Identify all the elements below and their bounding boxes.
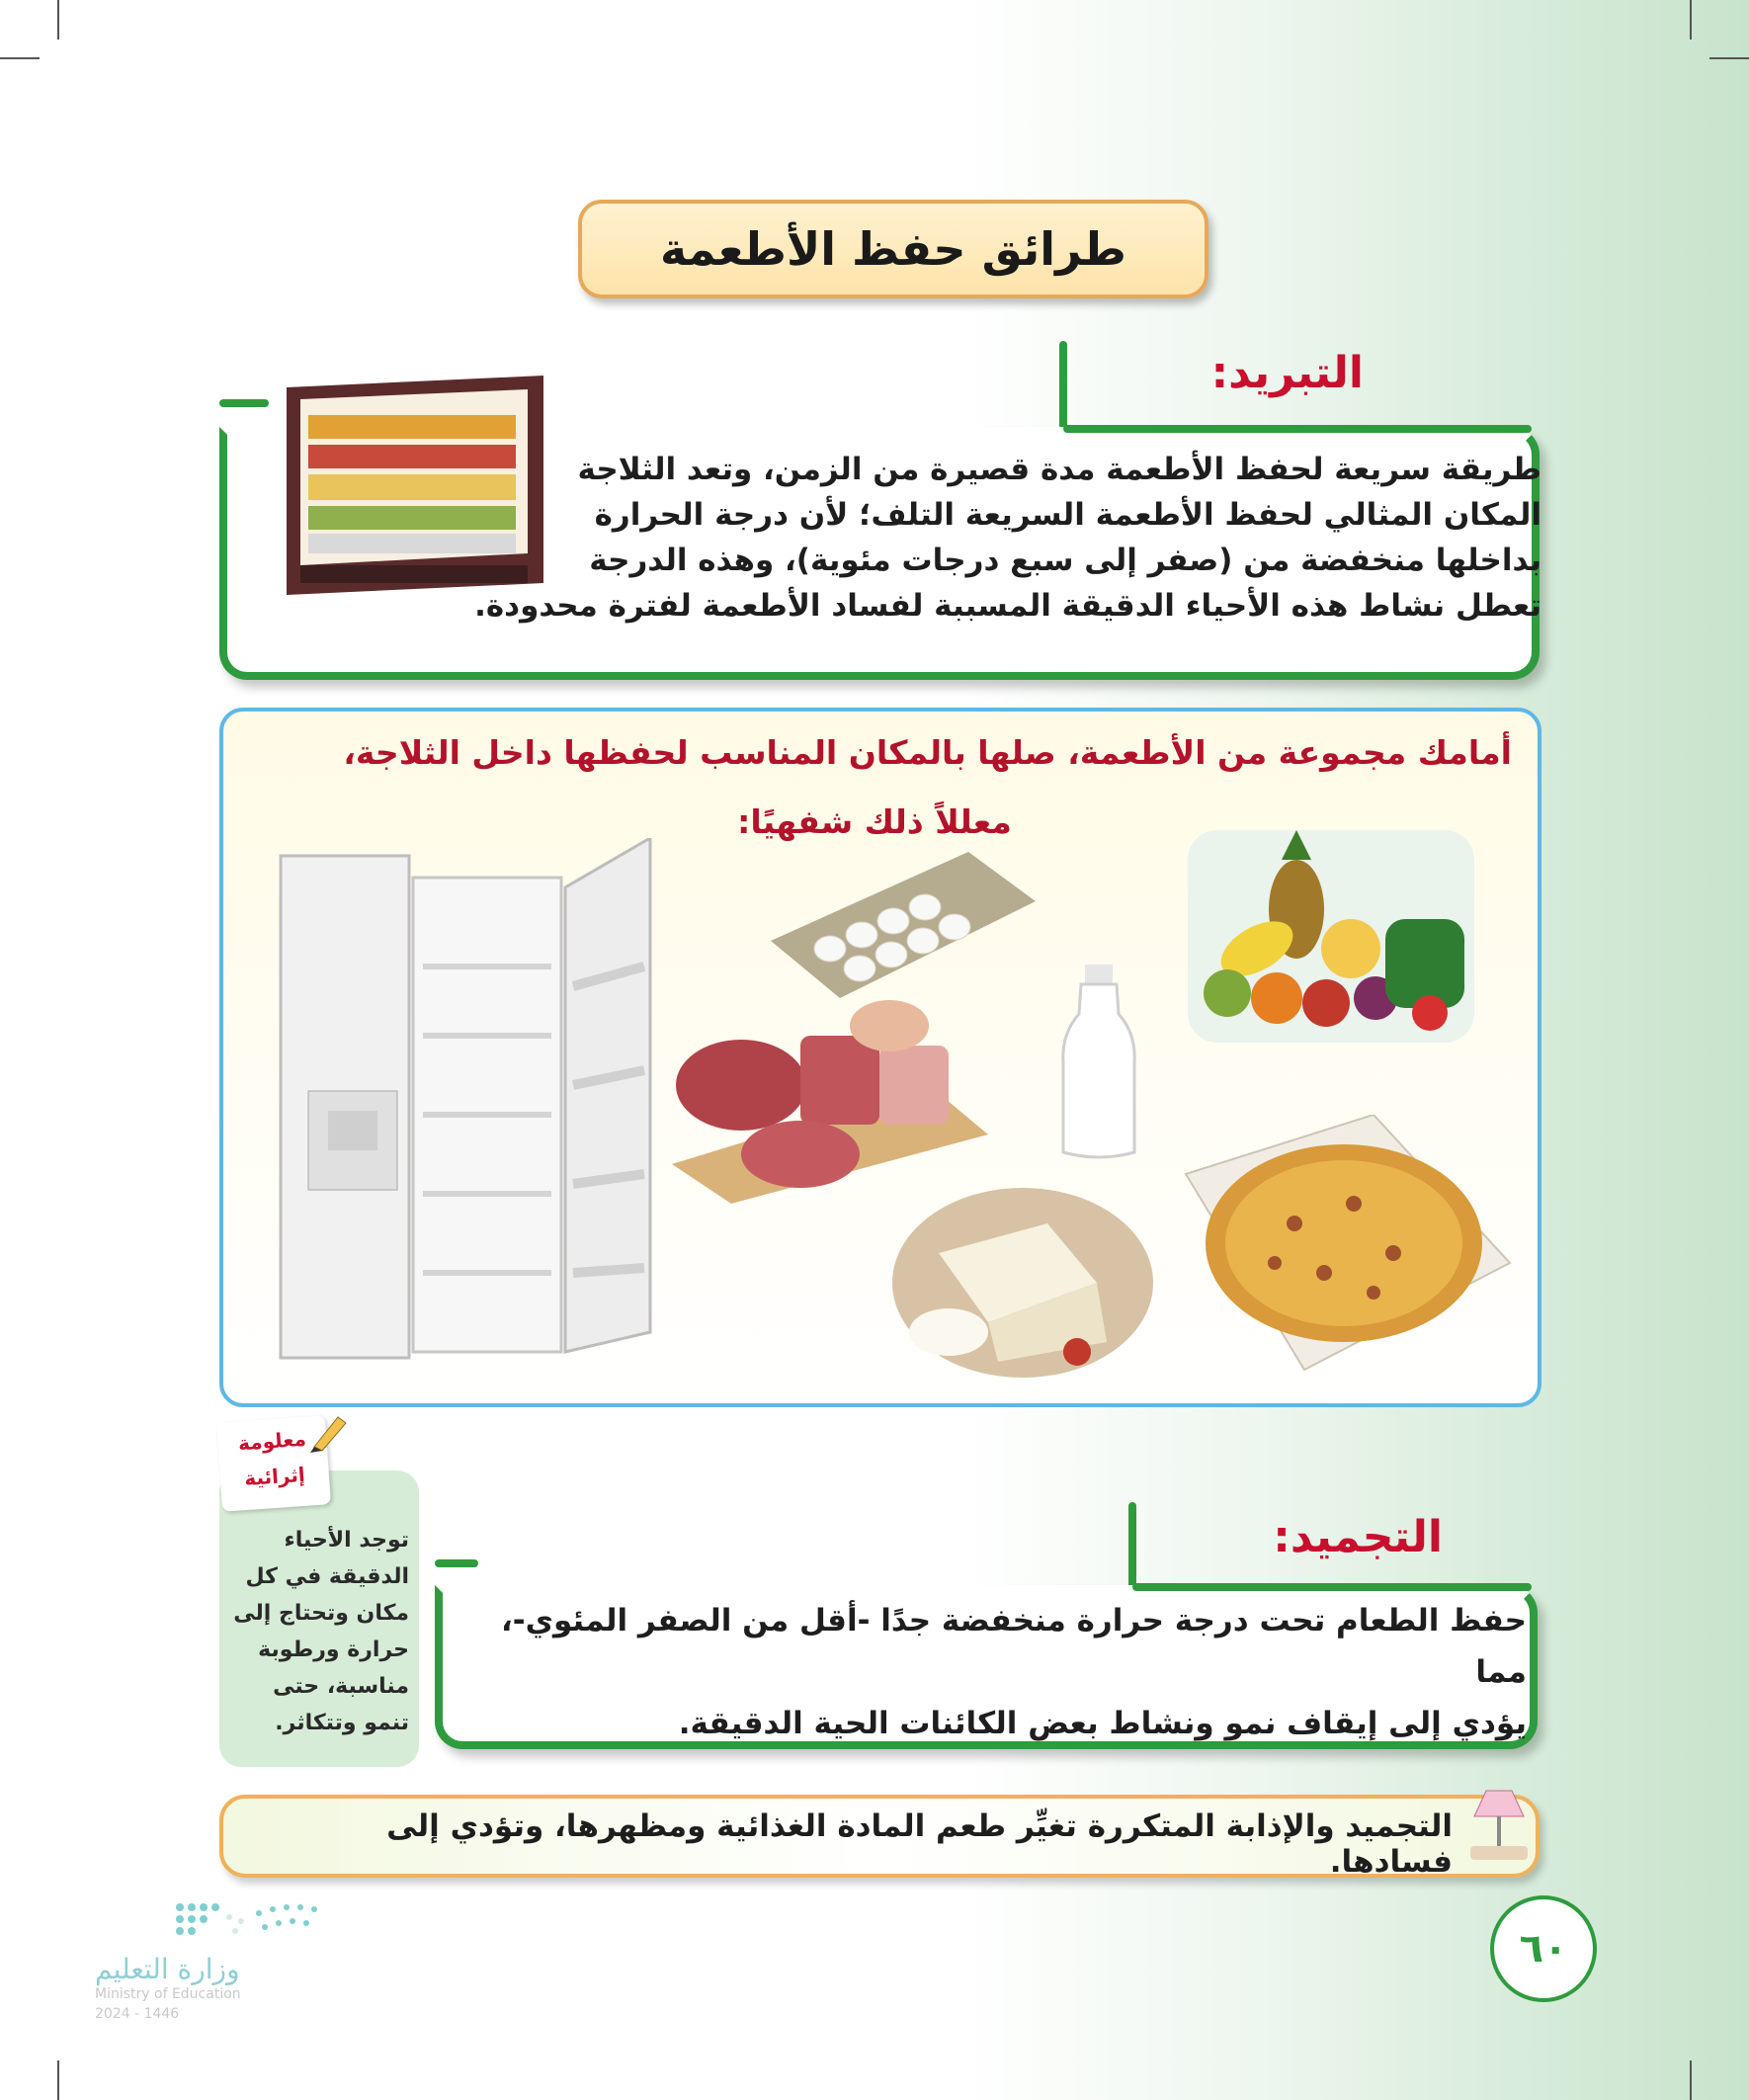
crop-mark [57, 2060, 59, 2100]
cooling-line: طريقة سريعة لحفظ الأطعمة مدة قصيرة من الزمن، وتعد الثلاجة [577, 452, 1541, 487]
crop-mark [57, 0, 59, 40]
cooling-line: بداخلها منخفضة من (صفر إلى سبع درجات مئوية)، وهذه الدرجة [589, 543, 1541, 578]
freezing-heading: التجميد: [1273, 1512, 1443, 1562]
crop-mark [1709, 57, 1749, 59]
ministry-logo-icon [170, 1897, 328, 1947]
edition-year: 2024 - 1446 [95, 2006, 180, 2022]
page-title: طرائق حفظ الأطعمة [659, 222, 1127, 276]
enrichment-line: مكان وتحتاج إلى [233, 1601, 409, 1626]
activity-instruction: أمامك مجموعة من الأطعمة، صلها بالمكان المناسب لحفظها داخل الثلاجة، [343, 733, 1512, 772]
note-text: التجميد والإذابة المتكررة تغيِّر طعم المادة الغذائية ومظهرها، وتؤدي إلى فسادها. [386, 1808, 1453, 1880]
page-number: ٦٠ [1490, 1895, 1597, 2002]
cooling-line: تعطل نشاط هذه الأحياء الدقيقة المسببة لفساد الأطعمة لفترة محدودة. [474, 588, 1541, 624]
pencil-icon [308, 1413, 348, 1453]
heading-bar [1128, 1502, 1136, 1591]
frame-accent [1063, 425, 1532, 433]
enrichment-tag-line: معلومة [237, 1426, 307, 1456]
cheese-image [889, 1184, 1156, 1382]
activity-instruction-2: معللاً ذلك شفهيًا: [737, 802, 1012, 841]
enrichment-line: تنمو وتتكاثر. [275, 1711, 409, 1735]
lamp-icon [1464, 1787, 1534, 1866]
crop-mark [1690, 2060, 1692, 2100]
page-title-box [578, 200, 1208, 298]
cooling-heading: التبريد: [1210, 348, 1364, 398]
ministry-name-en: Ministry of Education [95, 1986, 241, 2002]
enrichment-text [229, 1522, 409, 1741]
enrichment-line: حرارة ورطوبة [258, 1638, 409, 1662]
meat-image [672, 996, 988, 1204]
enrichment-line: الدقيقة في كل [245, 1564, 409, 1589]
eggs-image [771, 852, 1038, 1000]
enrichment-line: توجد الأحياء [284, 1528, 409, 1553]
freezing-text [455, 1595, 1527, 1749]
heading-bar [1059, 341, 1067, 430]
crop-mark [0, 57, 40, 59]
cooling-line: المكان المثالي لحفظ الأطعمة السريعة التلف؛ لأن درجة الحرارة [594, 497, 1541, 533]
crop-mark [1690, 0, 1692, 40]
refrigerator-image [279, 838, 654, 1362]
freezing-line: حفظ الطعام تحت درجة حرارة منخفضة جدًا -أقل من الصفر المئوي-، مما [500, 1603, 1527, 1690]
frame-accent [1132, 1583, 1532, 1591]
pizza-image [1176, 1115, 1512, 1372]
milk-bottle-image [1059, 965, 1138, 1162]
enrichment-line: مناسبة، حتى [273, 1674, 409, 1699]
ministry-name-ar: وزارة التعليم [95, 1953, 240, 1985]
fruits-vegetables-image [1188, 830, 1474, 1043]
frame-accent [435, 1559, 478, 1567]
freezing-line: يؤدي إلى إيقاف نمو ونشاط بعض الكائنات الحية الدقيقة. [678, 1706, 1527, 1741]
cooling-text [464, 447, 1541, 629]
frame-accent [219, 399, 269, 407]
enrichment-tag-line: إثرائية [243, 1462, 306, 1491]
